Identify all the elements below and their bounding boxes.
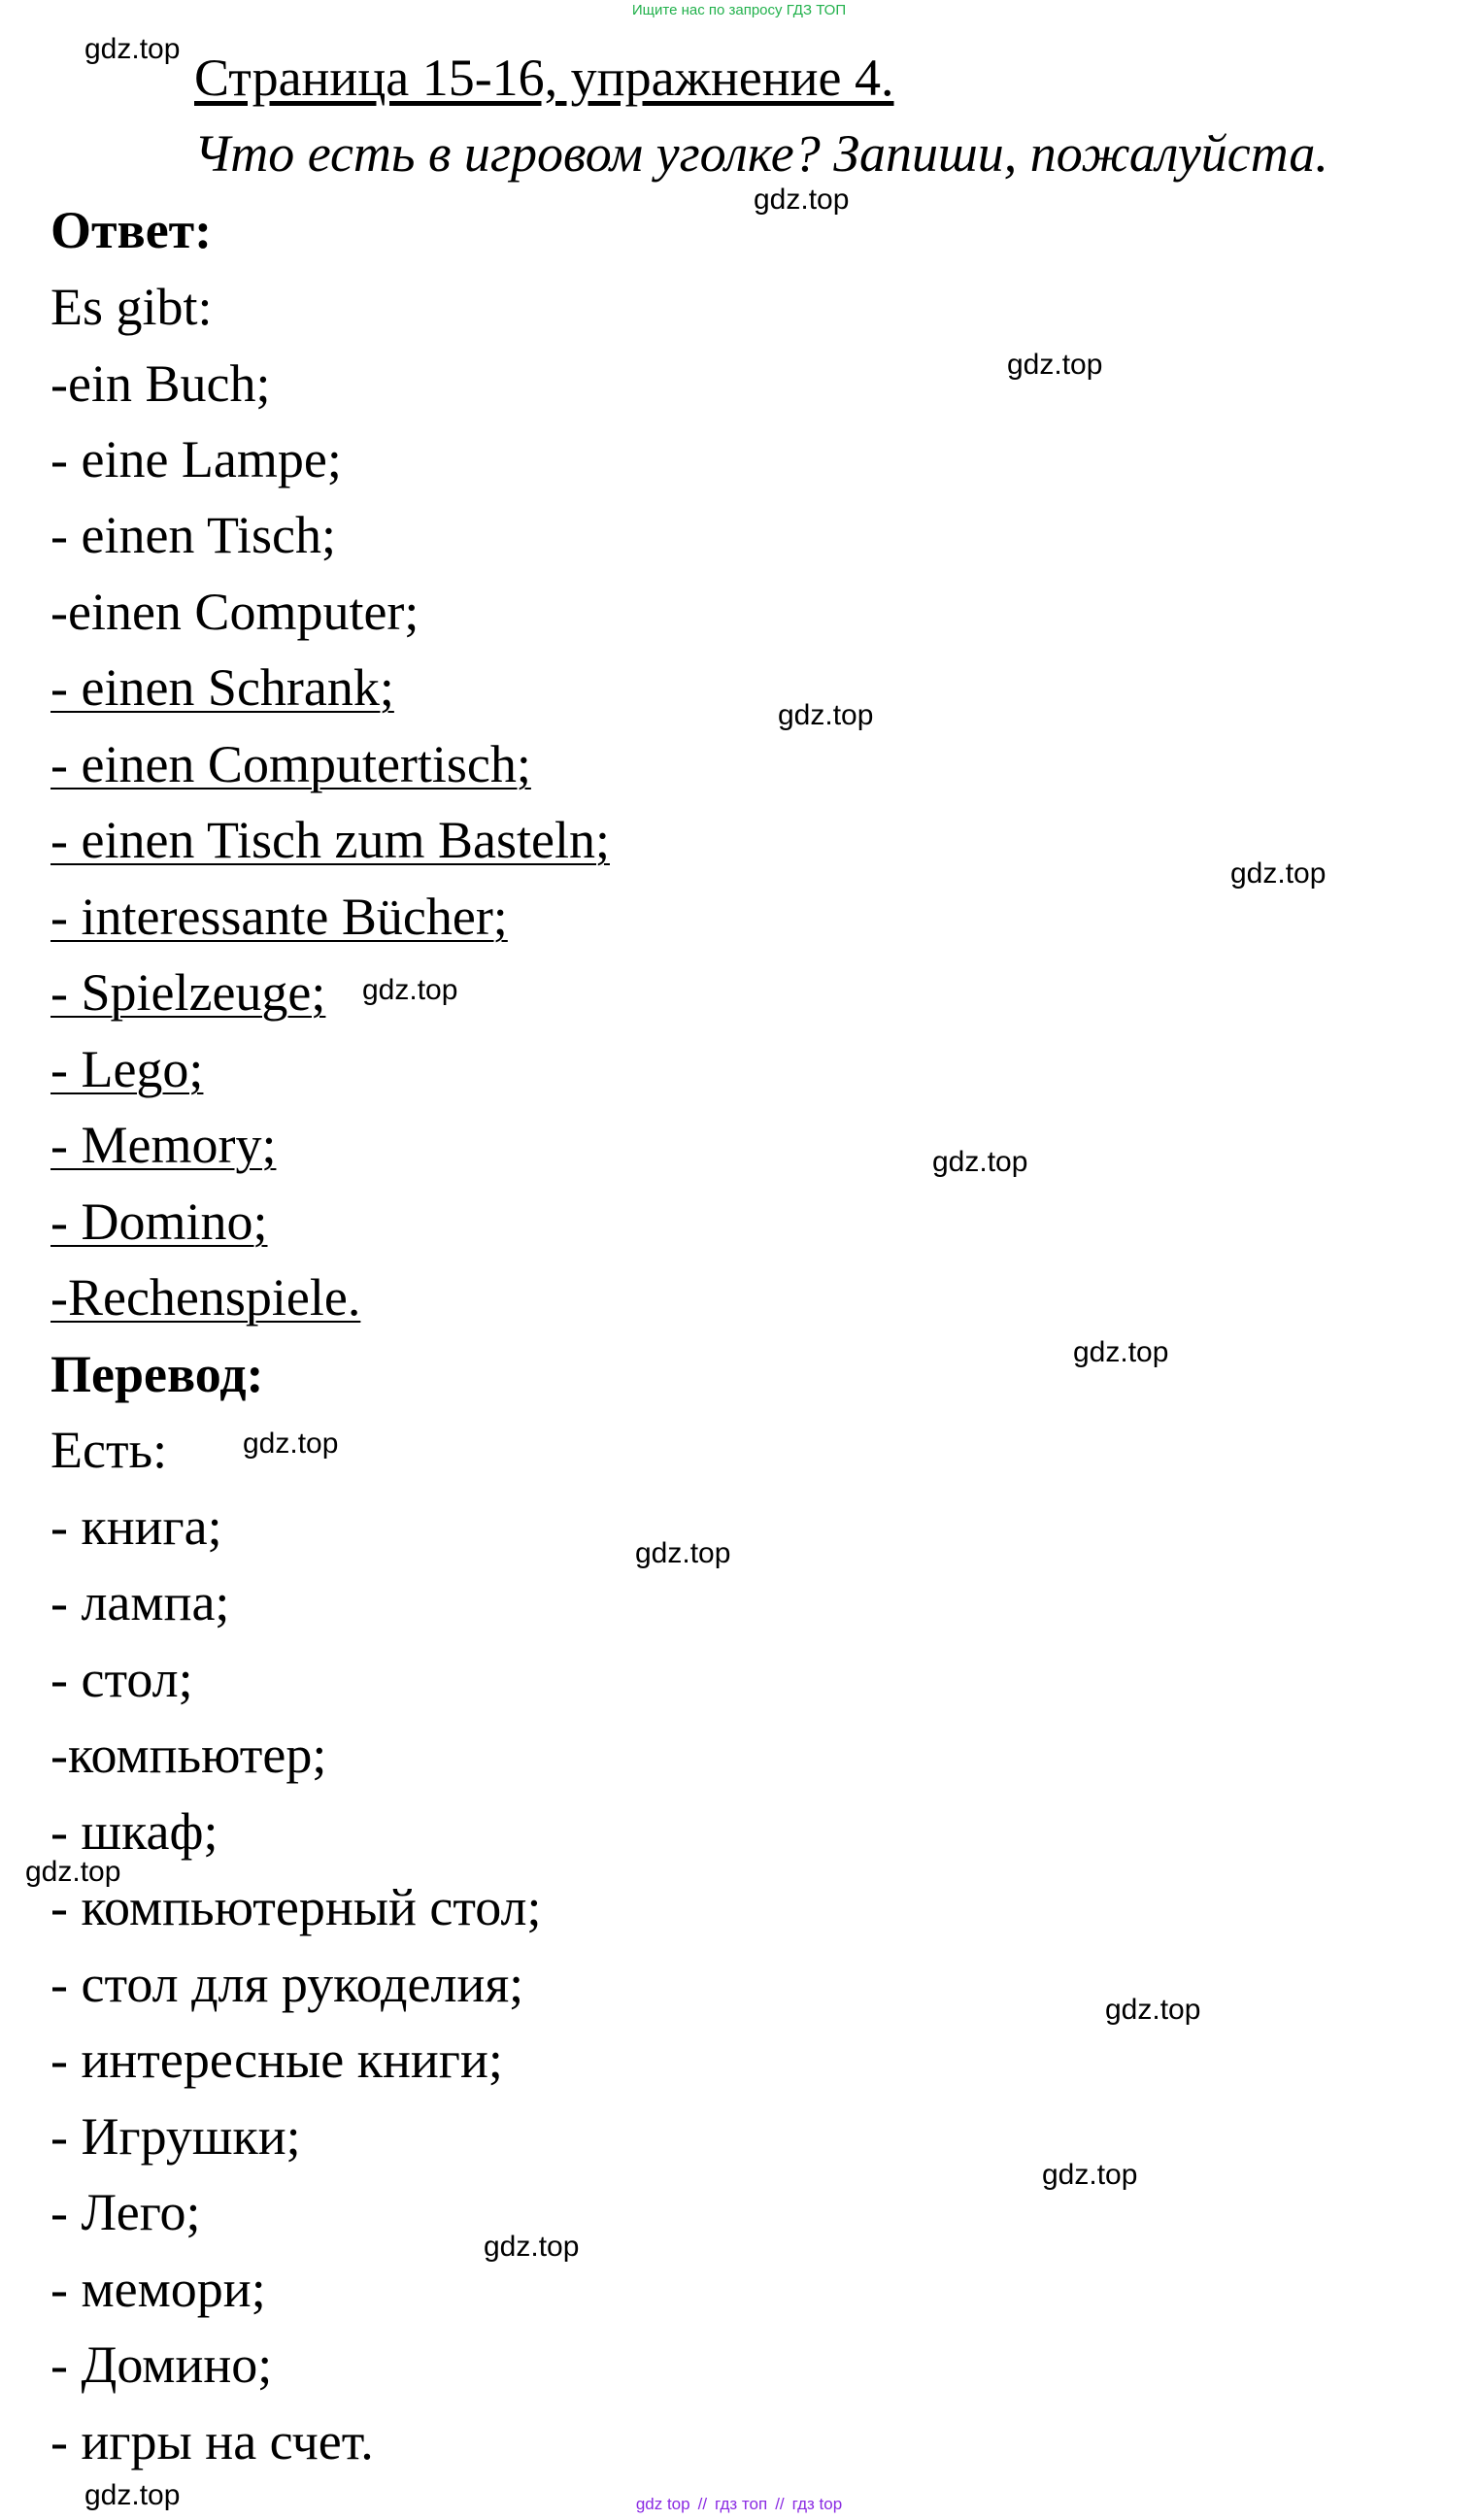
watermark: gdz.top [932, 1146, 1028, 1178]
footer-separator: // [775, 2495, 785, 2513]
watermark: gdz.top [25, 1856, 121, 1888]
answer-item: -Rechenspiele. [50, 1268, 361, 1327]
translation-item: - стол для рукоделия; [50, 1955, 524, 2013]
answer-item: - einen Tisch zum Basteln; [50, 811, 610, 869]
exercise-question: Что есть в игровом уголке? Запиши, пожалуйста. [194, 124, 1328, 183]
watermark: gdz.top [484, 2231, 580, 2263]
watermark: gdz.top [84, 33, 181, 65]
watermark: gdz.top [635, 1537, 731, 1569]
watermark: gdz.top [243, 1428, 339, 1460]
footer-links [0, 2493, 1478, 2516]
answer-item: -einen Computer; [50, 583, 420, 641]
translation-item: - лампа; [50, 1573, 230, 1631]
translation-item: - книга; [50, 1497, 222, 1556]
answer-item: - Memory; [50, 1116, 277, 1174]
translation-item: - Игрушки; [50, 2107, 301, 2166]
footer-link[interactable]: гдз топ [715, 2495, 768, 2513]
translation-item: - мемори; [50, 2260, 266, 2318]
translation-item: -компьютер; [50, 1726, 327, 1784]
watermark: gdz.top [1073, 1336, 1169, 1368]
answer-item: - Lego; [50, 1040, 204, 1098]
watermark: gdz.top [1042, 2159, 1138, 2191]
answer-item: - eine Lampe; [50, 430, 342, 488]
translation-intro: Есть: [50, 1421, 168, 1479]
watermark: gdz.top [778, 699, 874, 731]
answer-item: -ein Buch; [50, 354, 271, 413]
answer-item: - Spielzeuge; [50, 963, 326, 1022]
footer-link[interactable]: гдз top [791, 2495, 843, 2513]
answer-item: - Domino; [50, 1193, 268, 1251]
top-banner[interactable]: Ищите нас по запросу ГДЗ ТОП [631, 2, 847, 18]
footer-separator: // [697, 2495, 708, 2513]
answer-item: - einen Computertisch; [50, 735, 531, 793]
watermark: gdz.top [754, 184, 850, 216]
translation-item: - Домино; [50, 2335, 273, 2394]
watermark: gdz.top [1230, 857, 1327, 890]
answer-intro: Es gibt: [50, 278, 213, 336]
translation-item: - игры на счет. [50, 2412, 374, 2470]
translation-item: - шкаф; [50, 1802, 218, 1861]
translation-heading: Перевод: [50, 1345, 264, 1403]
watermark: gdz.top [1007, 349, 1103, 381]
translation-item: - стол; [50, 1650, 193, 1708]
footer-link[interactable]: gdz top [635, 2495, 690, 2513]
watermark: gdz.top [1105, 1994, 1201, 2026]
answer-item: - interessante Bücher; [50, 888, 508, 946]
answer-item: - einen Tisch; [50, 506, 337, 564]
exercise-title: Страница 15-16, упражнение 4. [194, 49, 894, 107]
translation-item: - компьютерный стол; [50, 1878, 542, 1936]
watermark: gdz.top [362, 974, 458, 1006]
translation-item: - интересные книги; [50, 2031, 503, 2089]
watermark: gdz.top [84, 2479, 181, 2511]
translation-item: - Лего; [50, 2183, 201, 2241]
answer-item: - einen Schrank; [50, 658, 394, 717]
answer-heading: Ответ: [50, 201, 213, 259]
